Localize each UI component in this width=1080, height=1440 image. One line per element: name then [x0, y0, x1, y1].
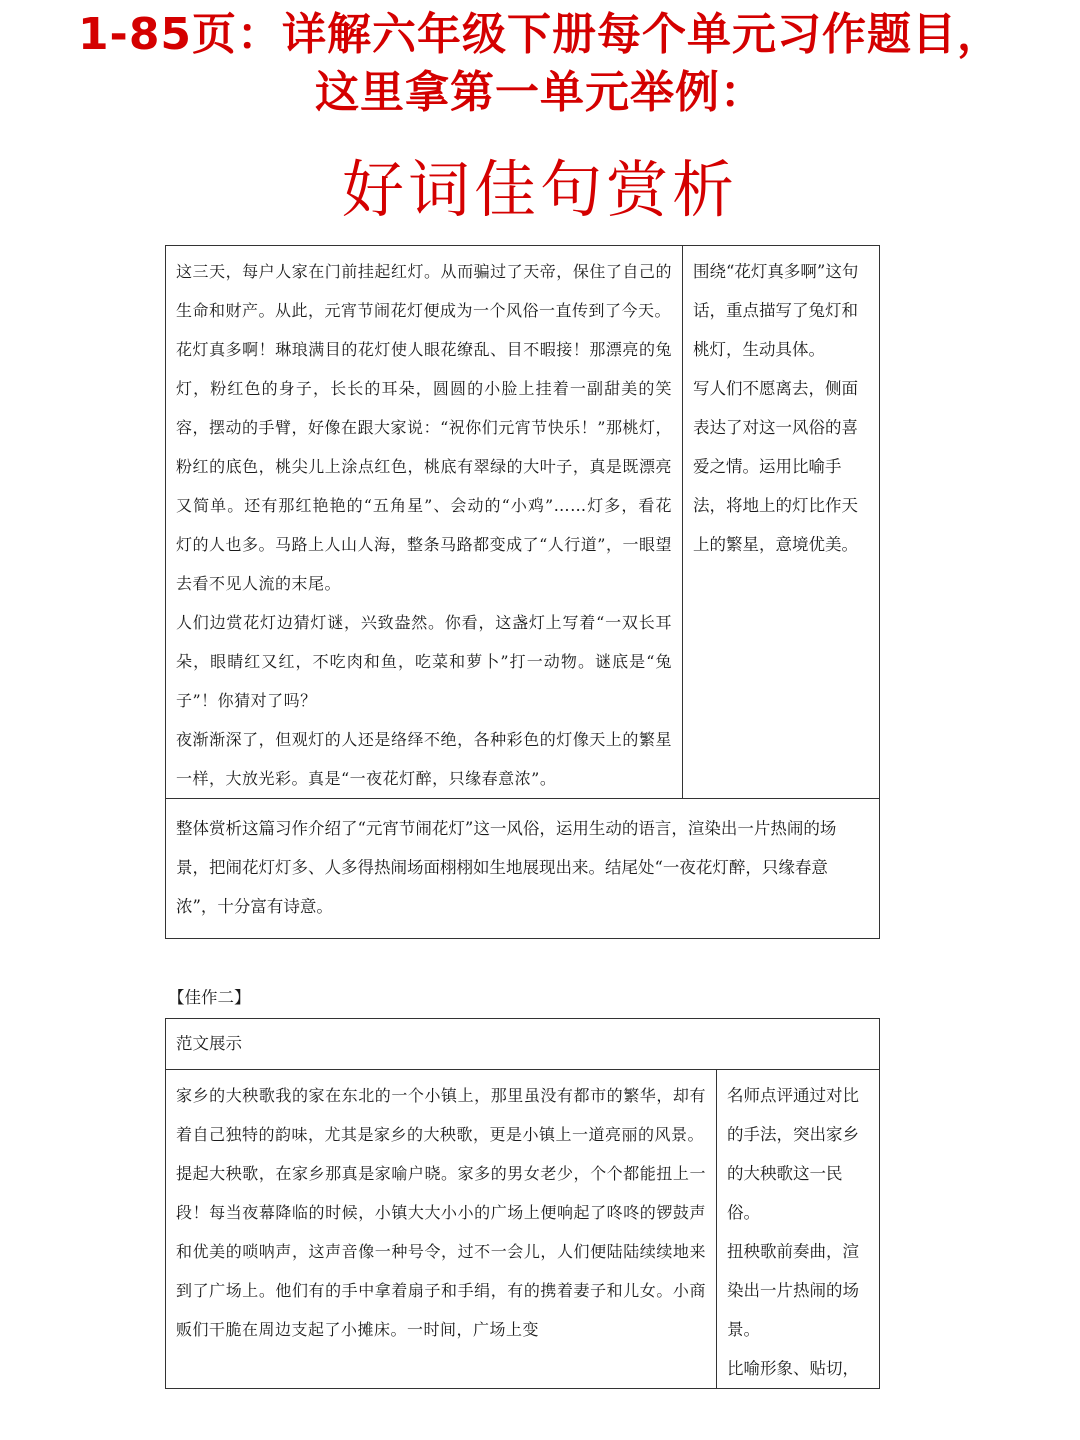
example-header: 范文展示 — [166, 1019, 880, 1070]
banner-line-2: 这里拿第一单元举例： — [315, 67, 765, 118]
essay-table-2 — [165, 1018, 880, 1389]
section-subtitle: 好词佳句赏析 — [341, 153, 738, 226]
example-label: 【佳作二】 — [168, 988, 251, 1007]
comment-text: 扭秧歌前奏曲，渲染出一片热闹的场景。 — [727, 1242, 859, 1339]
essay-paragraph: 花灯真多啊！琳琅满目的花灯使人眼花缭乱、目不暇接！那漂亮的兔灯，粉红色的身子，长长的耳朵，圆圆的小脸上挂着一副甜美的笑容，摆动的手臂，好像在跟大家说：“祝你们元宵节快乐！”那桃灯，粉红的底色，桃尖儿上涂点红色，桃底有翠绿的大叶子，真是既漂亮又简单。还有那红艳艳的“五角星”、会动的“小鸡”……灯多，看花灯的人也多。马路上人山人海，整条马路都变成了“人行道”，一眼望去看不见人流的末尾。 — [176, 340, 672, 593]
essay-paragraph: 这三天，每户人家在门前挂起红灯。从而骗过了天帝，保住了自己的生命和财产。从此，元宵节闹花灯便成为一个风俗一直传到了今天。 — [176, 262, 672, 320]
top-banner — [0, 6, 1080, 122]
essay-text-cell — [166, 1070, 717, 1389]
essay-paragraph: 人们边赏花灯边猜灯谜，兴致盎然。你看，这盏灯上写着“一双长耳朵，眼睛红又红，不吃肉和鱼，吃菜和萝卜”打一动物。谜底是“兔子”！你猜对了吗？ — [176, 613, 672, 710]
comment-text: 写人们不愿离去，侧面表达了对这一风俗的喜爱之情。运用比喻手法，将地上的灯比作天上的繁星，意境优美。 — [693, 379, 858, 554]
essay-paragraph: 夜渐渐深了，但观灯的人还是络绎不绝，各种彩色的灯像天上的繁星一样，大放光彩。真是“一夜花灯醉，只缘春意浓”。 — [176, 730, 672, 788]
comment-text: 比喻形象、贴切， — [727, 1359, 859, 1378]
comment-text: 名师点评通过对比的手法，突出家乡的大秧歌这一民俗。 — [727, 1086, 859, 1222]
overall-analysis: 整体赏析这篇习作介绍了“元宵节闹花灯”这一风俗，运用生动的语言，渲染出一片热闹的场景，把闹花灯灯多、人多得热闹场面栩栩如生地展现出来。结尾处“一夜花灯醉，只缘春意浓”，十分富有诗意。 — [166, 799, 880, 939]
essay-paragraph: 家乡的大秧歌我的家在东北的一个小镇上，那里虽没有都市的繁华，却有着自己独特的韵味，尤其是家乡的大秧歌，更是小镇上一道亮丽的风景。 — [176, 1086, 706, 1144]
essay-paragraph: 提起大秧歌，在家乡那真是家喻户晓。家多的男女老少，个个都能扭上一段！每当夜幕降临的时候，小镇大大小小的广场上便响起了咚咚的锣鼓声和优美的唢呐声，这声音像一种号令，过不一会儿，人们便陆陆续续地来到了广场上。他们有的手中拿着扇子和手绢，有的携着妻子和儿女。小商贩们干脆在周边支起了小摊床。一时间，广场上变 — [176, 1164, 706, 1339]
essay-table-1 — [165, 245, 880, 939]
comment-cell — [683, 246, 880, 799]
essay-text-cell — [166, 246, 683, 799]
banner-line-1: 1-85页：详解六年级下册每个单元习作题目， — [77, 9, 1003, 60]
comment-cell — [717, 1070, 880, 1389]
comment-text: 围绕“花灯真多啊”这句话，重点描写了兔灯和桃灯，生动具体。 — [693, 262, 859, 359]
